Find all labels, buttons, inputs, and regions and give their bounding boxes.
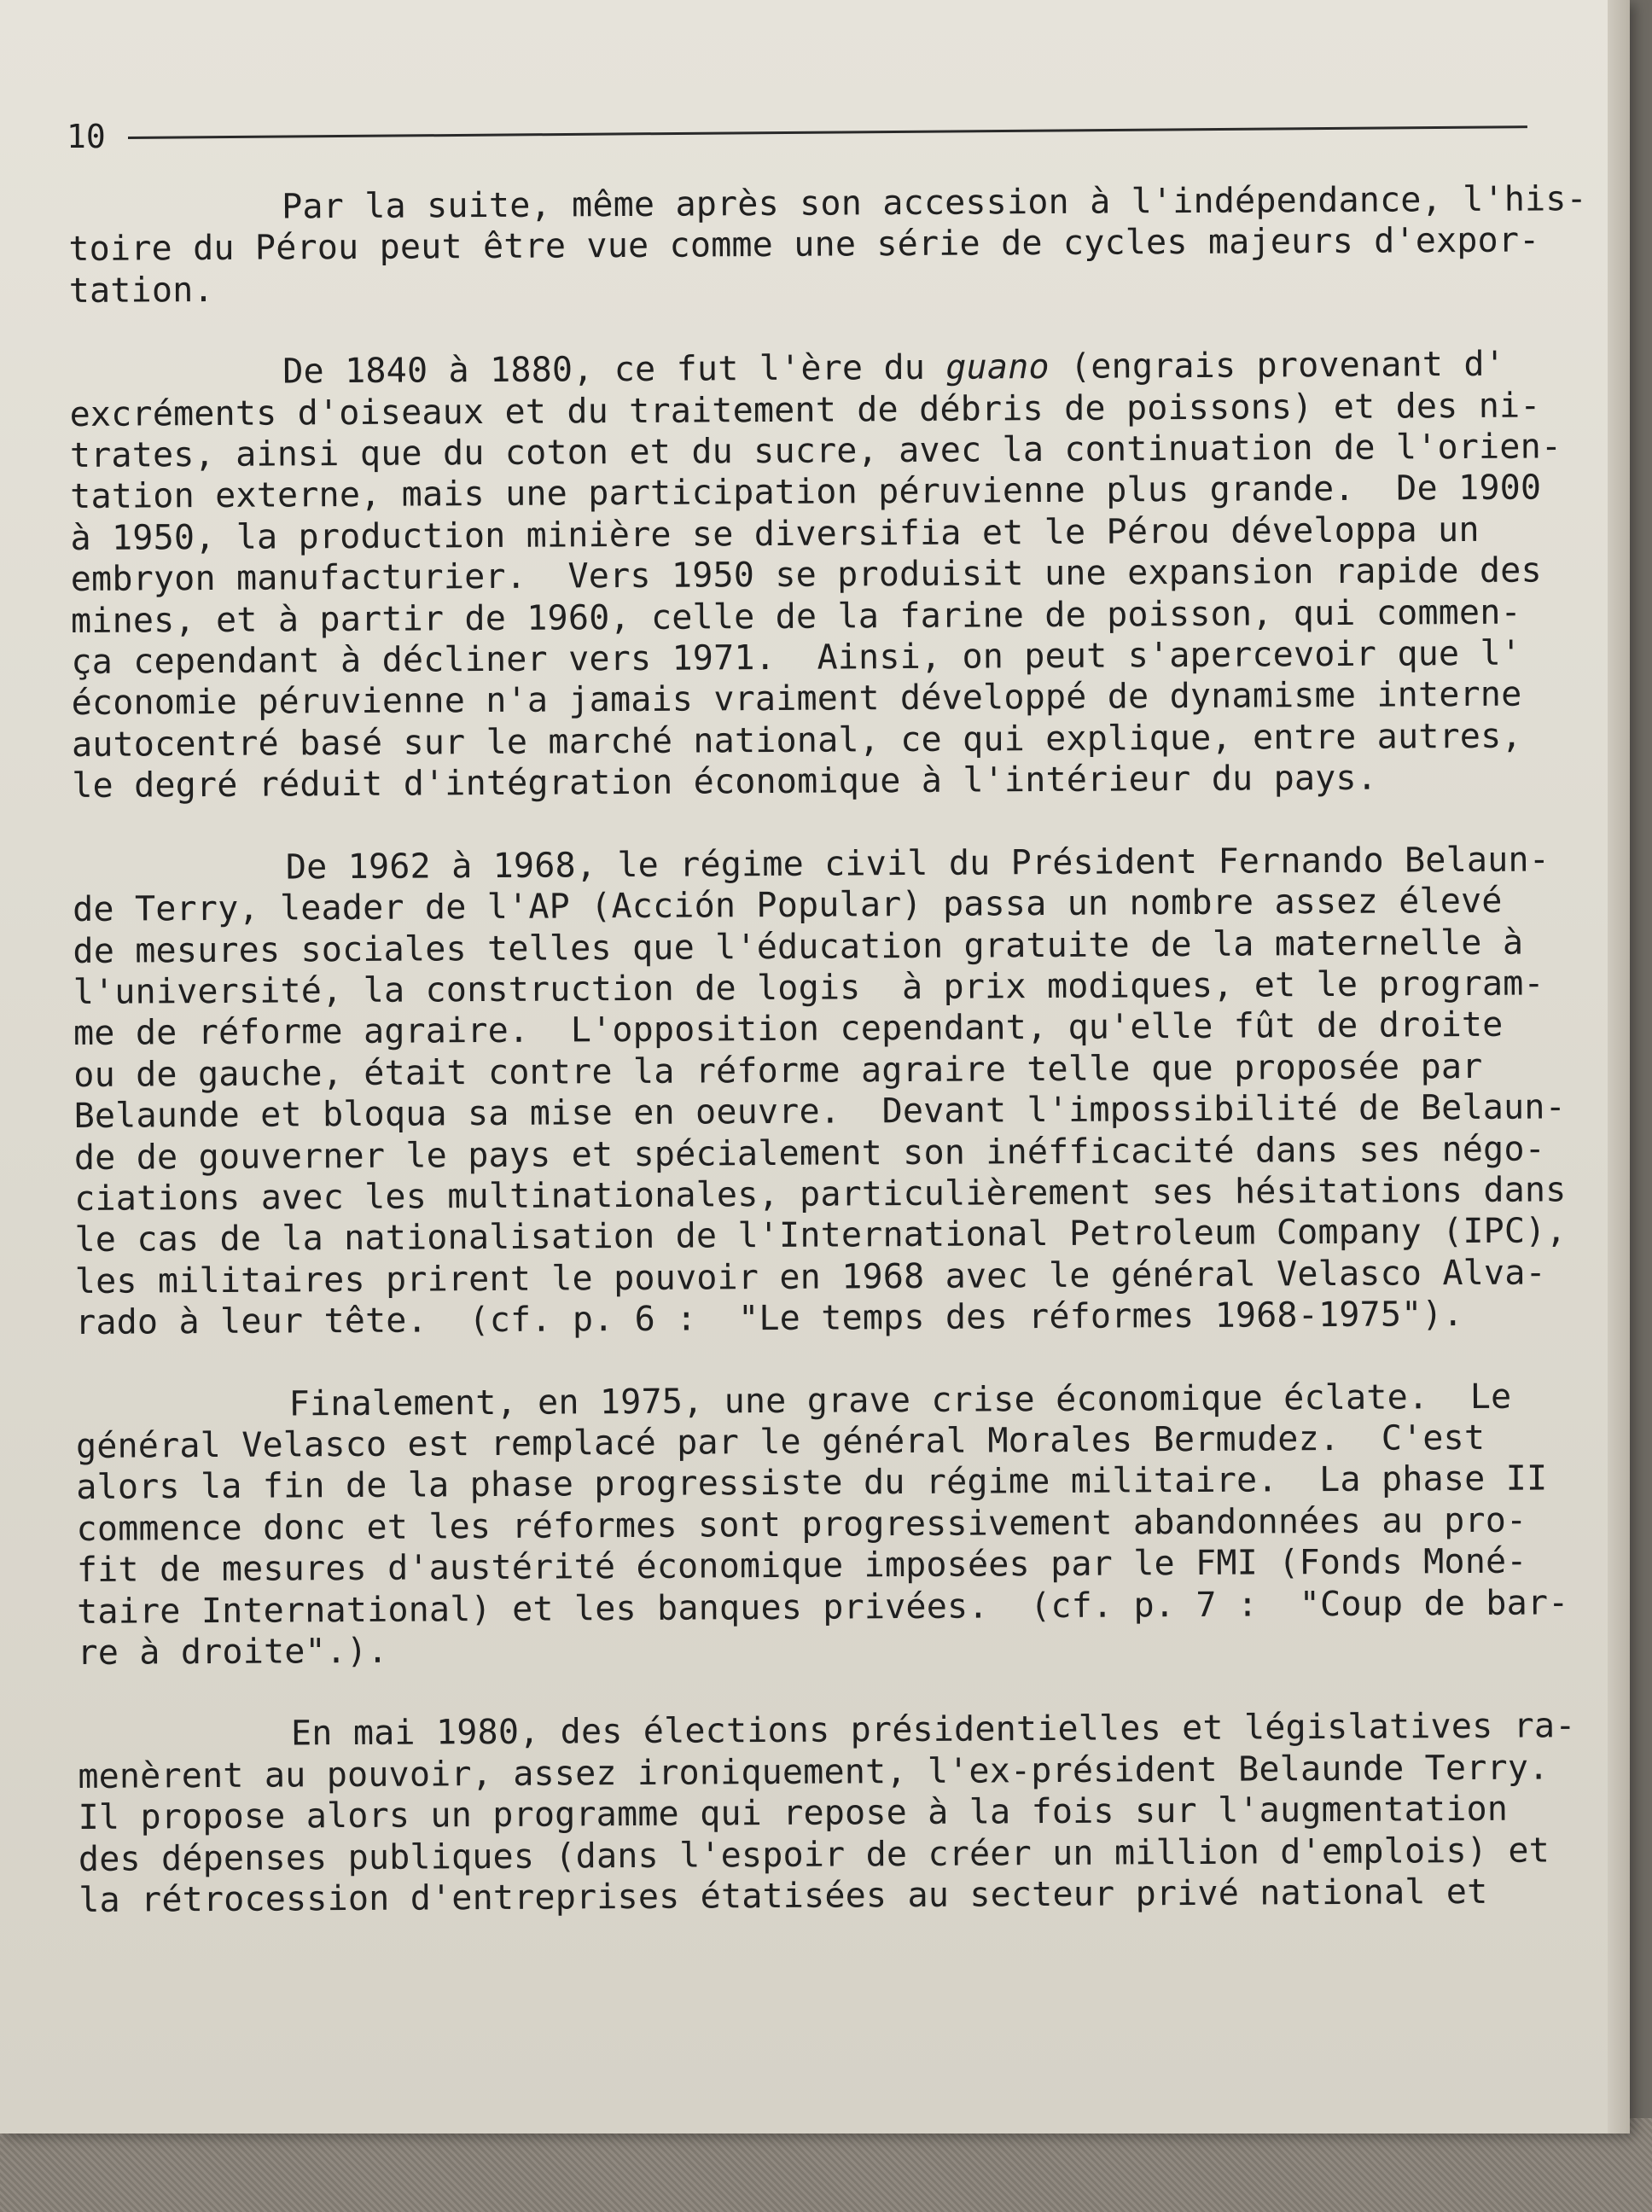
text-line: à 1950, la production minière se diversifia et le Pérou développa un [70, 509, 1480, 558]
text-line: De 1962 à 1968, le régime civil du Président Fernando Belaun- [285, 840, 1550, 888]
text-line: trates, ainsi que du coton et du sucre, avec la continuation de l'orien- [69, 427, 1562, 476]
text-line: me de réforme agraire. L'opposition cependant, qu'elle fût de droite [73, 1005, 1504, 1054]
text-line: Finalement, en 1975, une grave crise économique éclate. Le [288, 1377, 1512, 1424]
page-number: 10 [67, 118, 106, 155]
text-line: général Velasco est remplacé par le général Morales Bermudez. C'est [75, 1417, 1486, 1466]
body-text [68, 178, 1607, 1962]
text-line: des dépenses publiques (dans l'espoir de créer un million d'emplois) et [78, 1831, 1550, 1879]
text-line: toire du Pérou peut être vue comme une série de cycles majeurs d'expor- [68, 220, 1540, 270]
text-line: excréments d'oiseaux et du traitement de débris de poissons) et des ni- [69, 386, 1541, 434]
text-line: commence donc et les réformes sont progressivement abandonnées au pro- [76, 1500, 1527, 1549]
paragraph-1 [68, 178, 1597, 311]
text-line: rado à leur tête. (cf. p. 6 : "Le temps des réformes 1968-1975"). [74, 1295, 1464, 1343]
text-line: les militaires prirent le pouvoir en 1968 avec le général Velasco Alva- [74, 1253, 1546, 1301]
text-line: ou de gauche, était contre la réforme agraire telle que proposée par [73, 1046, 1483, 1095]
text-line: le cas de la nationalisation de l'International Petroleum Company (IPC), [74, 1211, 1567, 1260]
header-rule [128, 125, 1527, 139]
text-line: le degré réduit d'intégration économique à l'intérieur du pays. [72, 758, 1378, 806]
text-line: la rétrocession d'entreprises étatisées au secteur privé national et [79, 1871, 1488, 1920]
text-line: En mai 1980, des élections présidentielles et législatives ra- [290, 1706, 1576, 1754]
text-line: ça cependant à décliner vers 1971. Ainsi, on peut s'apercevoir que l' [71, 633, 1522, 683]
text-line: alors la fin de la phase progressiste du régime militaire. La phase II [76, 1458, 1548, 1508]
text-line: économie péruvienne n'a jamais vraiment développé de dynamisme interne [71, 675, 1522, 724]
text-line: De 1840 à 1880, ce fut l'ère du guano (engrais provenant d' [282, 344, 1506, 392]
text-line: menèrent au pouvoir, assez ironiquement, l'ex-président Belaunde Terry. [78, 1748, 1550, 1796]
text-line: ciations avec les multinationales, particulièrement ses hésitations dans [74, 1170, 1567, 1219]
text-line: re à droite".). [77, 1631, 388, 1673]
paragraph-3 [73, 839, 1603, 1344]
text-line: de Terry, leader de l'AP (Acción Popular) passa un nombre assez élevé [73, 881, 1503, 930]
text-line: l'université, la construction de logis à prix modiques, et le program- [73, 963, 1544, 1012]
text-line: tation. [68, 270, 214, 311]
text-line: Par la suite, même après son accession à l'indépendance, l'his- [282, 179, 1588, 227]
text-line: Il propose alors un programme qui repose à la fois sur l'augmentation [78, 1789, 1509, 1838]
page-header [67, 118, 1534, 160]
text-line: Belaunde et bloqua sa mise en oeuvre. Devant l'impossibilité de Belaun- [73, 1087, 1567, 1137]
paragraph-2 [69, 343, 1599, 806]
text-line: autocentré basé sur le marché national, ce qui explique, entre autres, [71, 716, 1522, 765]
text-line: de mesures sociales telles que l'éducation gratuite de la maternelle à [73, 923, 1524, 971]
text-line: de de gouverner le pays et spécialement son inéfficacité dans ses négo- [73, 1128, 1546, 1178]
text-line: embryon manufacturier. Vers 1950 se produisit une expansion rapide des [70, 550, 1542, 600]
text-line: mines, et à partir de 1960, celle de la farine de poisson, qui commen- [70, 592, 1521, 641]
text-line: taire International) et les banques privées. (cf. p. 7 : "Coup de bar- [77, 1582, 1569, 1632]
paragraph-5 [78, 1705, 1606, 1921]
page-edge [1608, 0, 1630, 2133]
text-line: fit de mesures d'austérité économique imposées par le FMI (Fonds Moné- [76, 1541, 1527, 1591]
paragraph-4 [76, 1376, 1605, 1674]
italic-word: guano [945, 347, 1050, 387]
text-line: tation externe, mais une participation péruvienne plus grande. De 1900 [70, 468, 1542, 517]
